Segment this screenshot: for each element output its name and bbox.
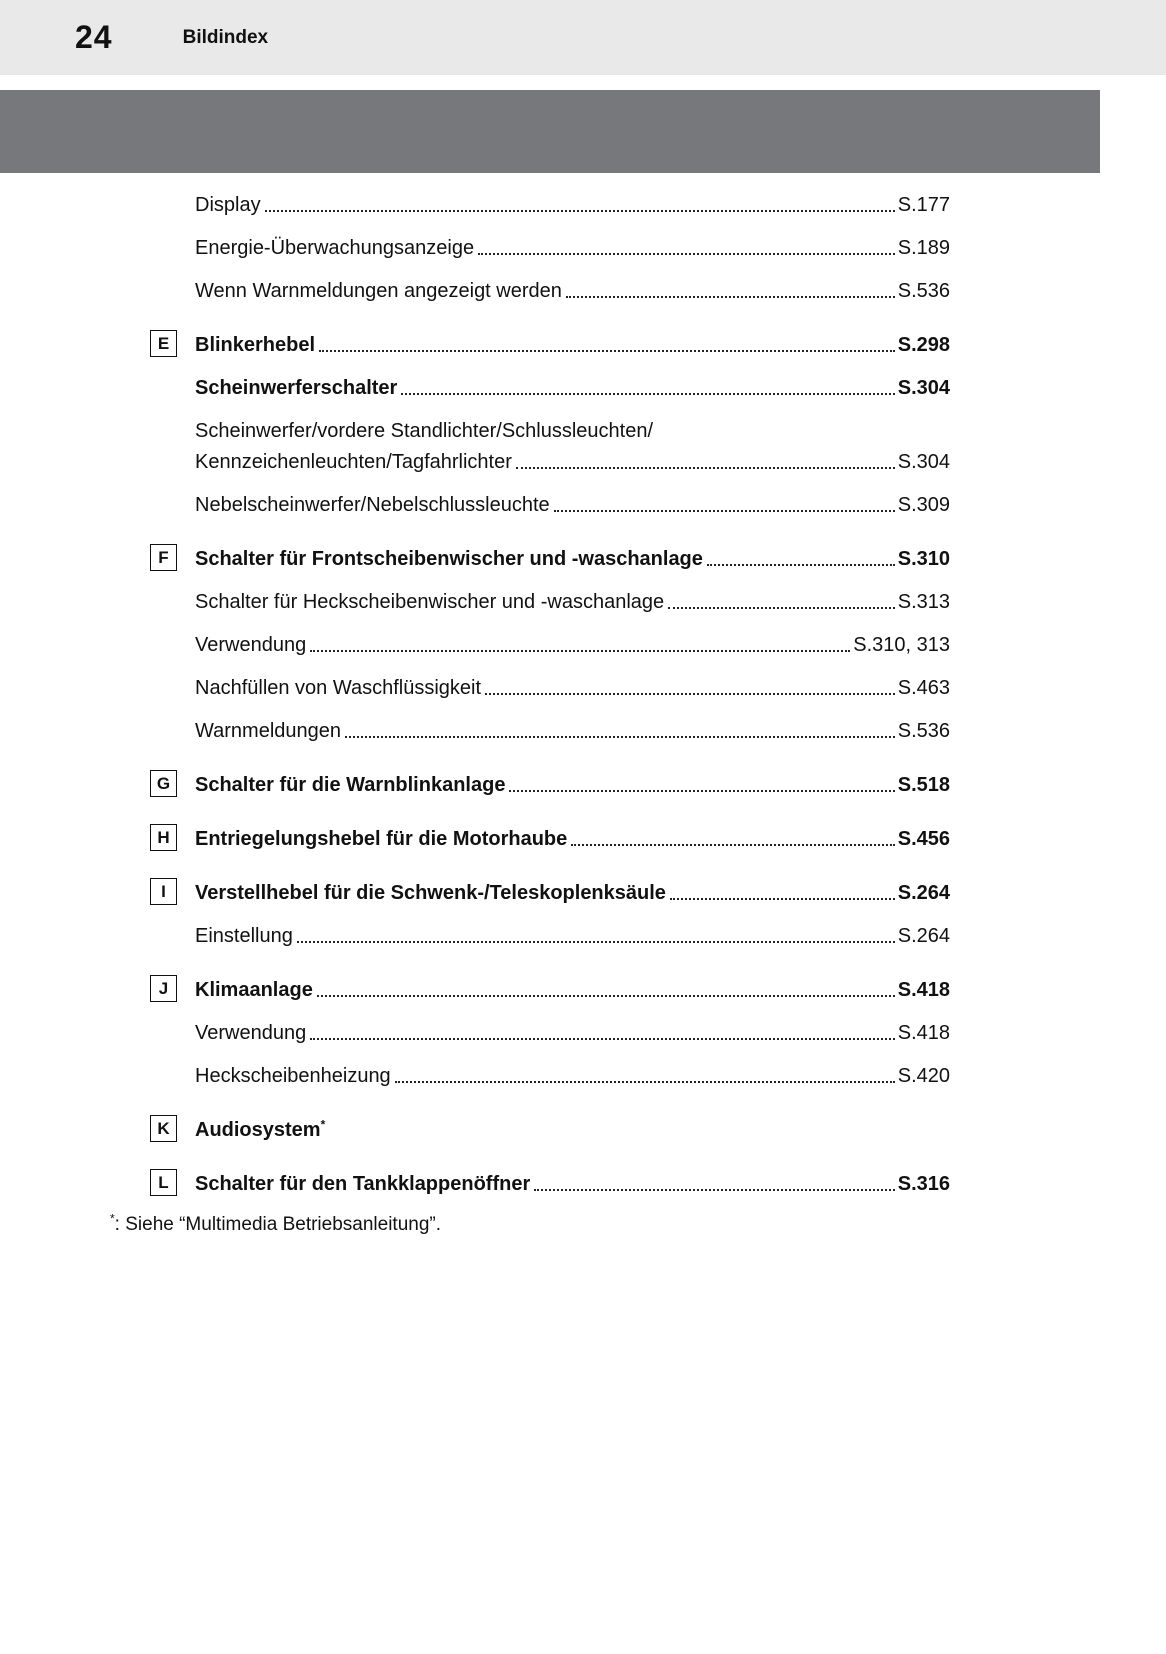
entry-page: S.264: [897, 925, 950, 947]
entry-page: S.189: [897, 237, 950, 259]
entry-label: Nachfüllen von Waschflüssigkeit: [195, 677, 482, 699]
section-letter-badge: G: [150, 770, 177, 797]
dotted-leader: [395, 1081, 895, 1083]
entry-label: Warnmeldungen: [195, 720, 342, 742]
entry-label: Schalter für die Warnblinkanlage: [195, 774, 506, 796]
toc-row: [150, 905, 950, 948]
chapter-band: [0, 90, 1100, 173]
letter-slot: [150, 330, 195, 357]
dotted-leader: [297, 941, 895, 943]
toc-row: [150, 1099, 950, 1142]
entry-label: Scheinwerfer/vordere Standlichter/Schlussleuchten/: [195, 420, 654, 442]
entry-page: S.418: [897, 979, 950, 1001]
entry-label: Klimaanlage: [195, 979, 313, 1001]
dotted-leader: [265, 210, 895, 212]
toc-row: [150, 754, 950, 797]
dotted-leader: [310, 650, 850, 652]
toc-row: [150, 443, 950, 474]
toc-row: [150, 217, 950, 260]
entry-label: Wenn Warnmeldungen angezeigt werden: [195, 280, 562, 302]
dotted-leader: [345, 736, 895, 738]
dotted-leader: [670, 898, 895, 900]
letter-slot: [150, 1115, 195, 1142]
entry-label: Audiosystem*: [195, 1117, 326, 1141]
dotted-leader: [707, 564, 895, 566]
dotted-leader: [401, 393, 894, 395]
toc-row: [150, 400, 950, 443]
entry-label: Verstellhebel für die Schwenk-/Teleskoplenksäule: [195, 882, 666, 904]
toc-list: [150, 173, 950, 1196]
toc-row: [150, 862, 950, 905]
page-number: 24: [75, 19, 113, 55]
entry-page: S.304: [897, 377, 950, 399]
dotted-leader: [310, 1038, 895, 1040]
letter-slot: [150, 770, 195, 797]
letter-slot: [150, 975, 195, 1002]
toc-row: [150, 700, 950, 743]
toc-row: [150, 528, 950, 571]
entry-label: Schalter für Heckscheibenwischer und -waschanlage: [195, 591, 665, 613]
entry-label: Nebelscheinwerfer/Nebelschlussleuchte: [195, 494, 550, 516]
entry-page: S.298: [897, 334, 950, 356]
dotted-leader: [554, 510, 895, 512]
toc-row: [150, 571, 950, 614]
entry-label: Heckscheibenheizung: [195, 1065, 391, 1087]
toc-row: [150, 657, 950, 700]
entry-label: Display: [195, 194, 261, 216]
letter-slot: [150, 824, 195, 851]
entry-page: S.264: [897, 882, 950, 904]
entry-label: Scheinwerferschalter: [195, 377, 398, 399]
entry-label: Schalter für Frontscheibenwischer und -waschanlage: [195, 548, 703, 570]
entry-page: S.309: [897, 494, 950, 516]
entry-page: S.177: [897, 194, 950, 216]
entry-page: S.418: [897, 1022, 950, 1044]
footnote-marker: *: [320, 1117, 326, 1132]
toc-row: [150, 474, 950, 517]
dotted-leader: [319, 350, 895, 352]
dotted-leader: [478, 253, 895, 255]
toc-row: [150, 1002, 950, 1045]
section-letter-badge: L: [150, 1169, 177, 1196]
footnote-text: : Siehe “Multimedia Betriebsanleitung”.: [114, 1214, 442, 1235]
dotted-leader: [317, 995, 895, 997]
dotted-leader: [516, 467, 895, 469]
entry-label: Einstellung: [195, 925, 293, 947]
section-title: Bildindex: [182, 26, 269, 48]
page-header: [0, 0, 1166, 75]
entry-page: S.316: [897, 1173, 950, 1195]
entry-label: Energie-Überwachungsanzeige: [195, 237, 475, 259]
entry-page: S.310, 313: [853, 634, 950, 656]
entry-page: S.313: [897, 591, 950, 613]
toc-row: [150, 1153, 950, 1196]
entry-page: S.304: [897, 451, 950, 473]
footnote: [110, 1211, 1166, 1236]
entry-page: S.536: [897, 720, 950, 742]
entry-page: S.310: [897, 548, 950, 570]
entry-label: Schalter für den Tankklappenöffner: [195, 1173, 531, 1195]
letter-slot: [150, 878, 195, 905]
toc-row: [150, 314, 950, 357]
toc-row: [150, 1045, 950, 1088]
section-letter-badge: F: [150, 544, 177, 571]
dotted-leader: [509, 790, 894, 792]
entry-page: S.420: [897, 1065, 950, 1087]
section-letter-badge: H: [150, 824, 177, 851]
section-letter-badge: I: [150, 878, 177, 905]
toc-row: [150, 174, 950, 217]
entry-label: Blinkerhebel: [195, 334, 316, 356]
entry-label: Verwendung: [195, 1022, 307, 1044]
toc-row: [150, 260, 950, 303]
toc-row: [150, 614, 950, 657]
toc-row: [150, 959, 950, 1002]
entry-label: Verwendung: [195, 634, 307, 656]
dotted-leader: [534, 1189, 894, 1191]
footnote-marker: *: [110, 1211, 115, 1226]
dotted-leader: [485, 693, 895, 695]
entry-label: Entriegelungshebel für die Motorhaube: [195, 828, 568, 850]
toc-row: [150, 808, 950, 851]
toc-row: [150, 357, 950, 400]
section-letter-badge: K: [150, 1115, 177, 1142]
entry-page: S.456: [897, 828, 950, 850]
dotted-leader: [566, 296, 895, 298]
letter-slot: [150, 1169, 195, 1196]
entry-page: S.463: [897, 677, 950, 699]
dotted-leader: [571, 844, 894, 846]
entry-page: S.536: [897, 280, 950, 302]
section-letter-badge: E: [150, 330, 177, 357]
letter-slot: [150, 544, 195, 571]
entry-page: S.518: [897, 774, 950, 796]
section-letter-badge: J: [150, 975, 177, 1002]
dotted-leader: [668, 607, 895, 609]
entry-label: Kennzeichenleuchten/Tagfahrlichter: [195, 451, 512, 473]
